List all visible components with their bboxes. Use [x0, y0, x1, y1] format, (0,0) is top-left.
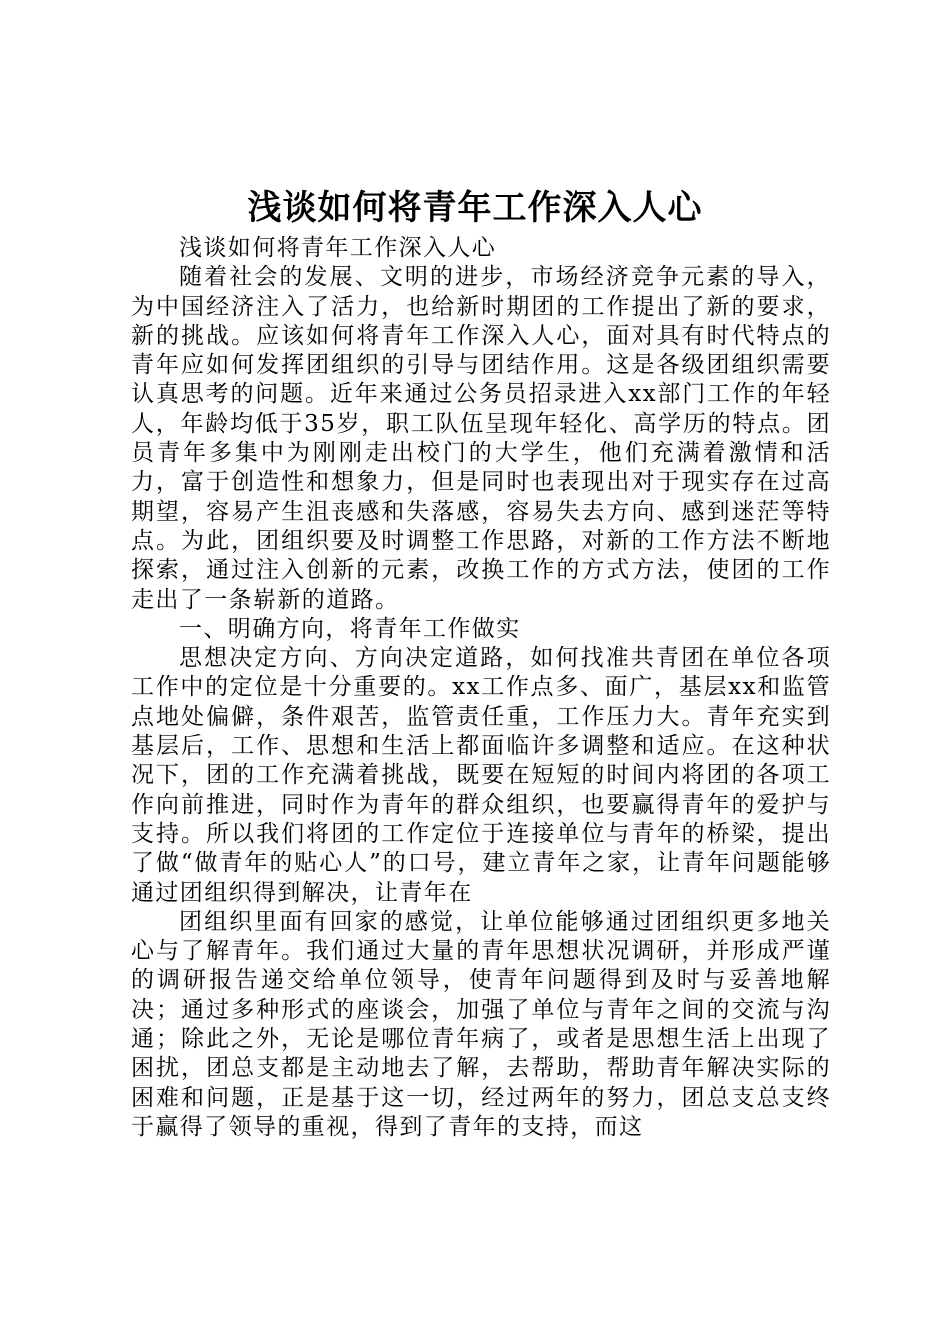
- paragraph: 思想决定方向、方向决定道路，如何找准共青团在单位各项工作中的定位是十分重要的。xx工作点多、面广，基层xx和监管点地处偏僻，条件艰苦，监管责任重，工作压力大。青年充实到基层后，工作、思想和生活上都面临许多调整和适应。在这种状况下，团的工作充满着挑战，既要在短短的时间内将团的各项工作向前推进，同时作为青年的群众组织，也要赢得青年的爱护与支持。所以我们将团的工作定位于连接单位与青年的桥梁，提出了做“做青年的贴心人”的口号，建立青年之家，让青年问题能够通过团组织得到解决，让青年在: [131, 645, 831, 906]
- paragraph: 浅谈如何将青年工作深入人心: [179, 235, 497, 261]
- paragraph: 随着社会的发展、文明的进步，市场经济竞争元素的导入，为中国经济注入了活力，也给新时期团的工作提出了新的要求，新的挑战。应该如何将青年工作深入人心，面对具有时代特点的青年应如何发挥团组织的引导与团结作用。这是各级团组织需要认真思考的问题。近年来通过公务员招录进入xx部门工作的年轻人，年龄均低于35岁，职工队伍呈现年轻化、高学历的特点。团员青年多集中为刚刚走出校门的大学生，他们充满着激情和活力，富于创造性和想象力，但是同时也表现出对于现实存在过高期望，容易产生沮丧感和失落感，容易失去方向、感到迷茫等特点。为此，团组织要及时调整工作思路，对新的工作方法不断地探索，通过注入创新的元素，改换工作的方式方法，使团的工作走出了一条崭新的道路。: [131, 264, 831, 613]
- paragraph: 团组织里面有回家的感觉，让单位能够通过团组织更多地关心与了解青年。我们通过大量的青年思想状况调研，并形成严谨的调研报告递交给单位领导，使青年问题得到及时与妥善地解决；通过多种形式的座谈会，加强了单位与青年之间的交流与沟通；除此之外，无论是哪位青年病了，或者是思想生活上出现了困扰，团总支都是主动地去了解，去帮助，帮助青年解决实际的困难和问题，正是基于这一切，经过两年的努力，团总支总支终于赢得了领导的重视，得到了青年的支持，而这: [131, 908, 831, 1140]
- document-title: 浅谈如何将青年工作深入人心: [247, 188, 703, 228]
- section-heading: 一、明确方向，将青年工作做实: [179, 615, 521, 642]
- document-body: [131, 234, 831, 1142]
